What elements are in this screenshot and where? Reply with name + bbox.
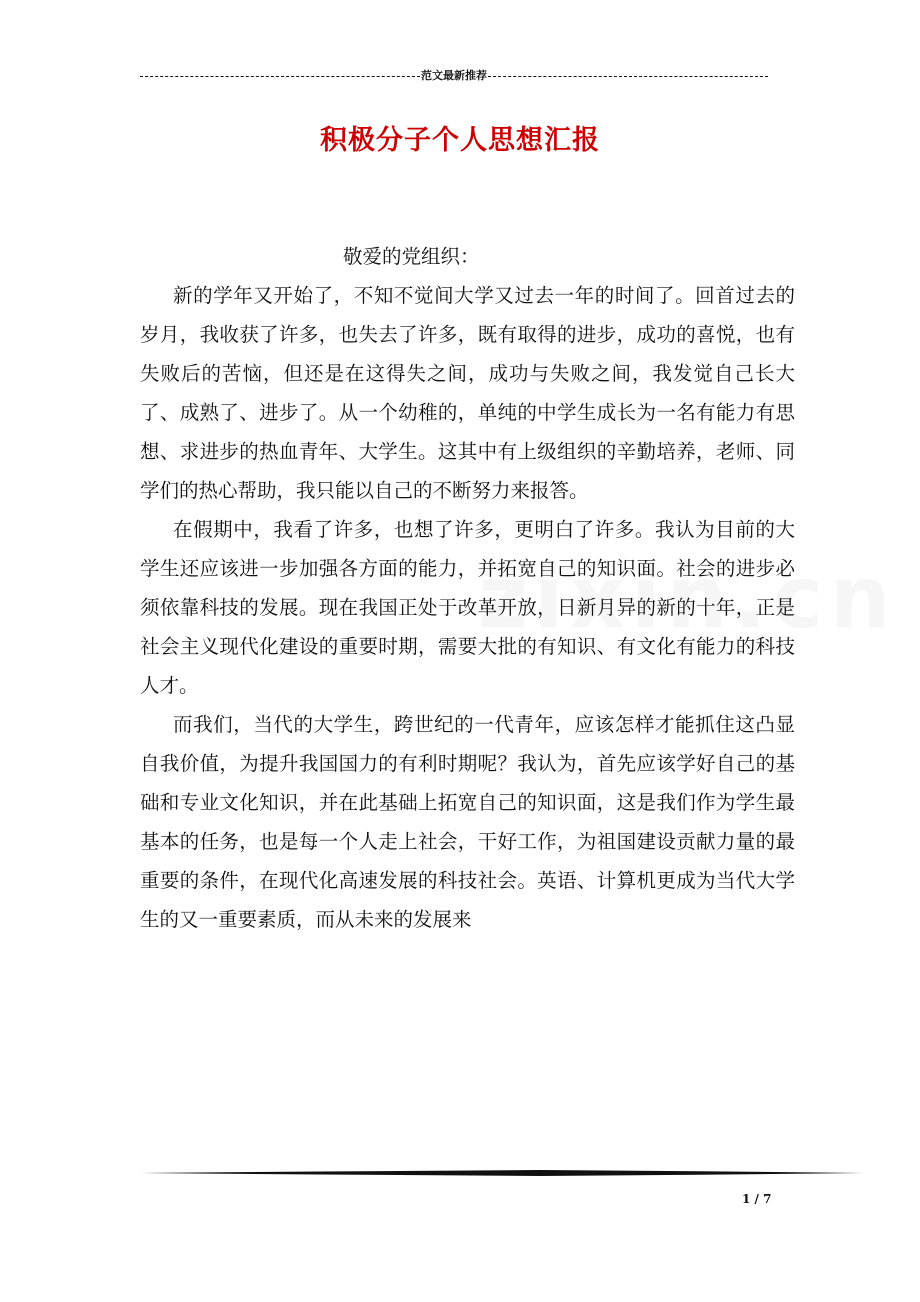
paragraph: 而我们，当代的大学生，跨世纪的一代青年，应该怎样才能抓住这凸显自我价值，为提升我国国力的有利时期呢？我认为，首先应该学好自己的基础和专业文化知识，并在此基础上拓宽自己的知识面，这是我们作为学生最基本的任务，也是每一个人走上社会，干好工作，为祖国建设贡献力量的最重要的条件，在现代化高速发展的科技社会。英语、计算机更成为当代大学生的又一重要素质，而从未来的发展来	[140, 713, 795, 931]
document-title: 积极分子个人思想汇报	[320, 125, 600, 156]
salutation: 敬爱的党组织：	[343, 245, 480, 268]
header-label: 范文最新推荐	[421, 69, 487, 82]
header-dash-right	[488, 76, 768, 77]
header-dash-left	[140, 76, 420, 77]
document-body	[140, 237, 795, 939]
page-header	[140, 66, 768, 86]
paragraph: 在假期中，我看了许多，也想了许多，更明白了许多。我认为目前的大学生还应该进一步加强各方面的能力，并拓宽自己的知识面。社会的进步必须依靠科技的发展。现在我国正处于改革开放，日新月异的新的十年，正是社会主义现代化建设的重要时期，需要大批的有知识、有文化有能力的科技人才。	[140, 518, 795, 697]
paragraph: 新的学年又开始了，不知不觉间大学又过去一年的时间了。回首过去的岁月，我收获了许多，也失去了许多，既有取得的进步，成功的喜悦，也有失败后的苦恼，但还是在这得失之间，成功与失败之间，我发觉自己长大了、成熟了、进步了。从一个幼稚的，单纯的中学生成长为一名有能力有思想、求进步的热血青年、大学生。这其中有上级组织的辛勤培养，老师、同学们的热心帮助，我只能以自己的不断努力来报答。	[140, 284, 795, 502]
footer-rule	[140, 1170, 863, 1176]
page-number: 1 / 7	[742, 1192, 772, 1206]
